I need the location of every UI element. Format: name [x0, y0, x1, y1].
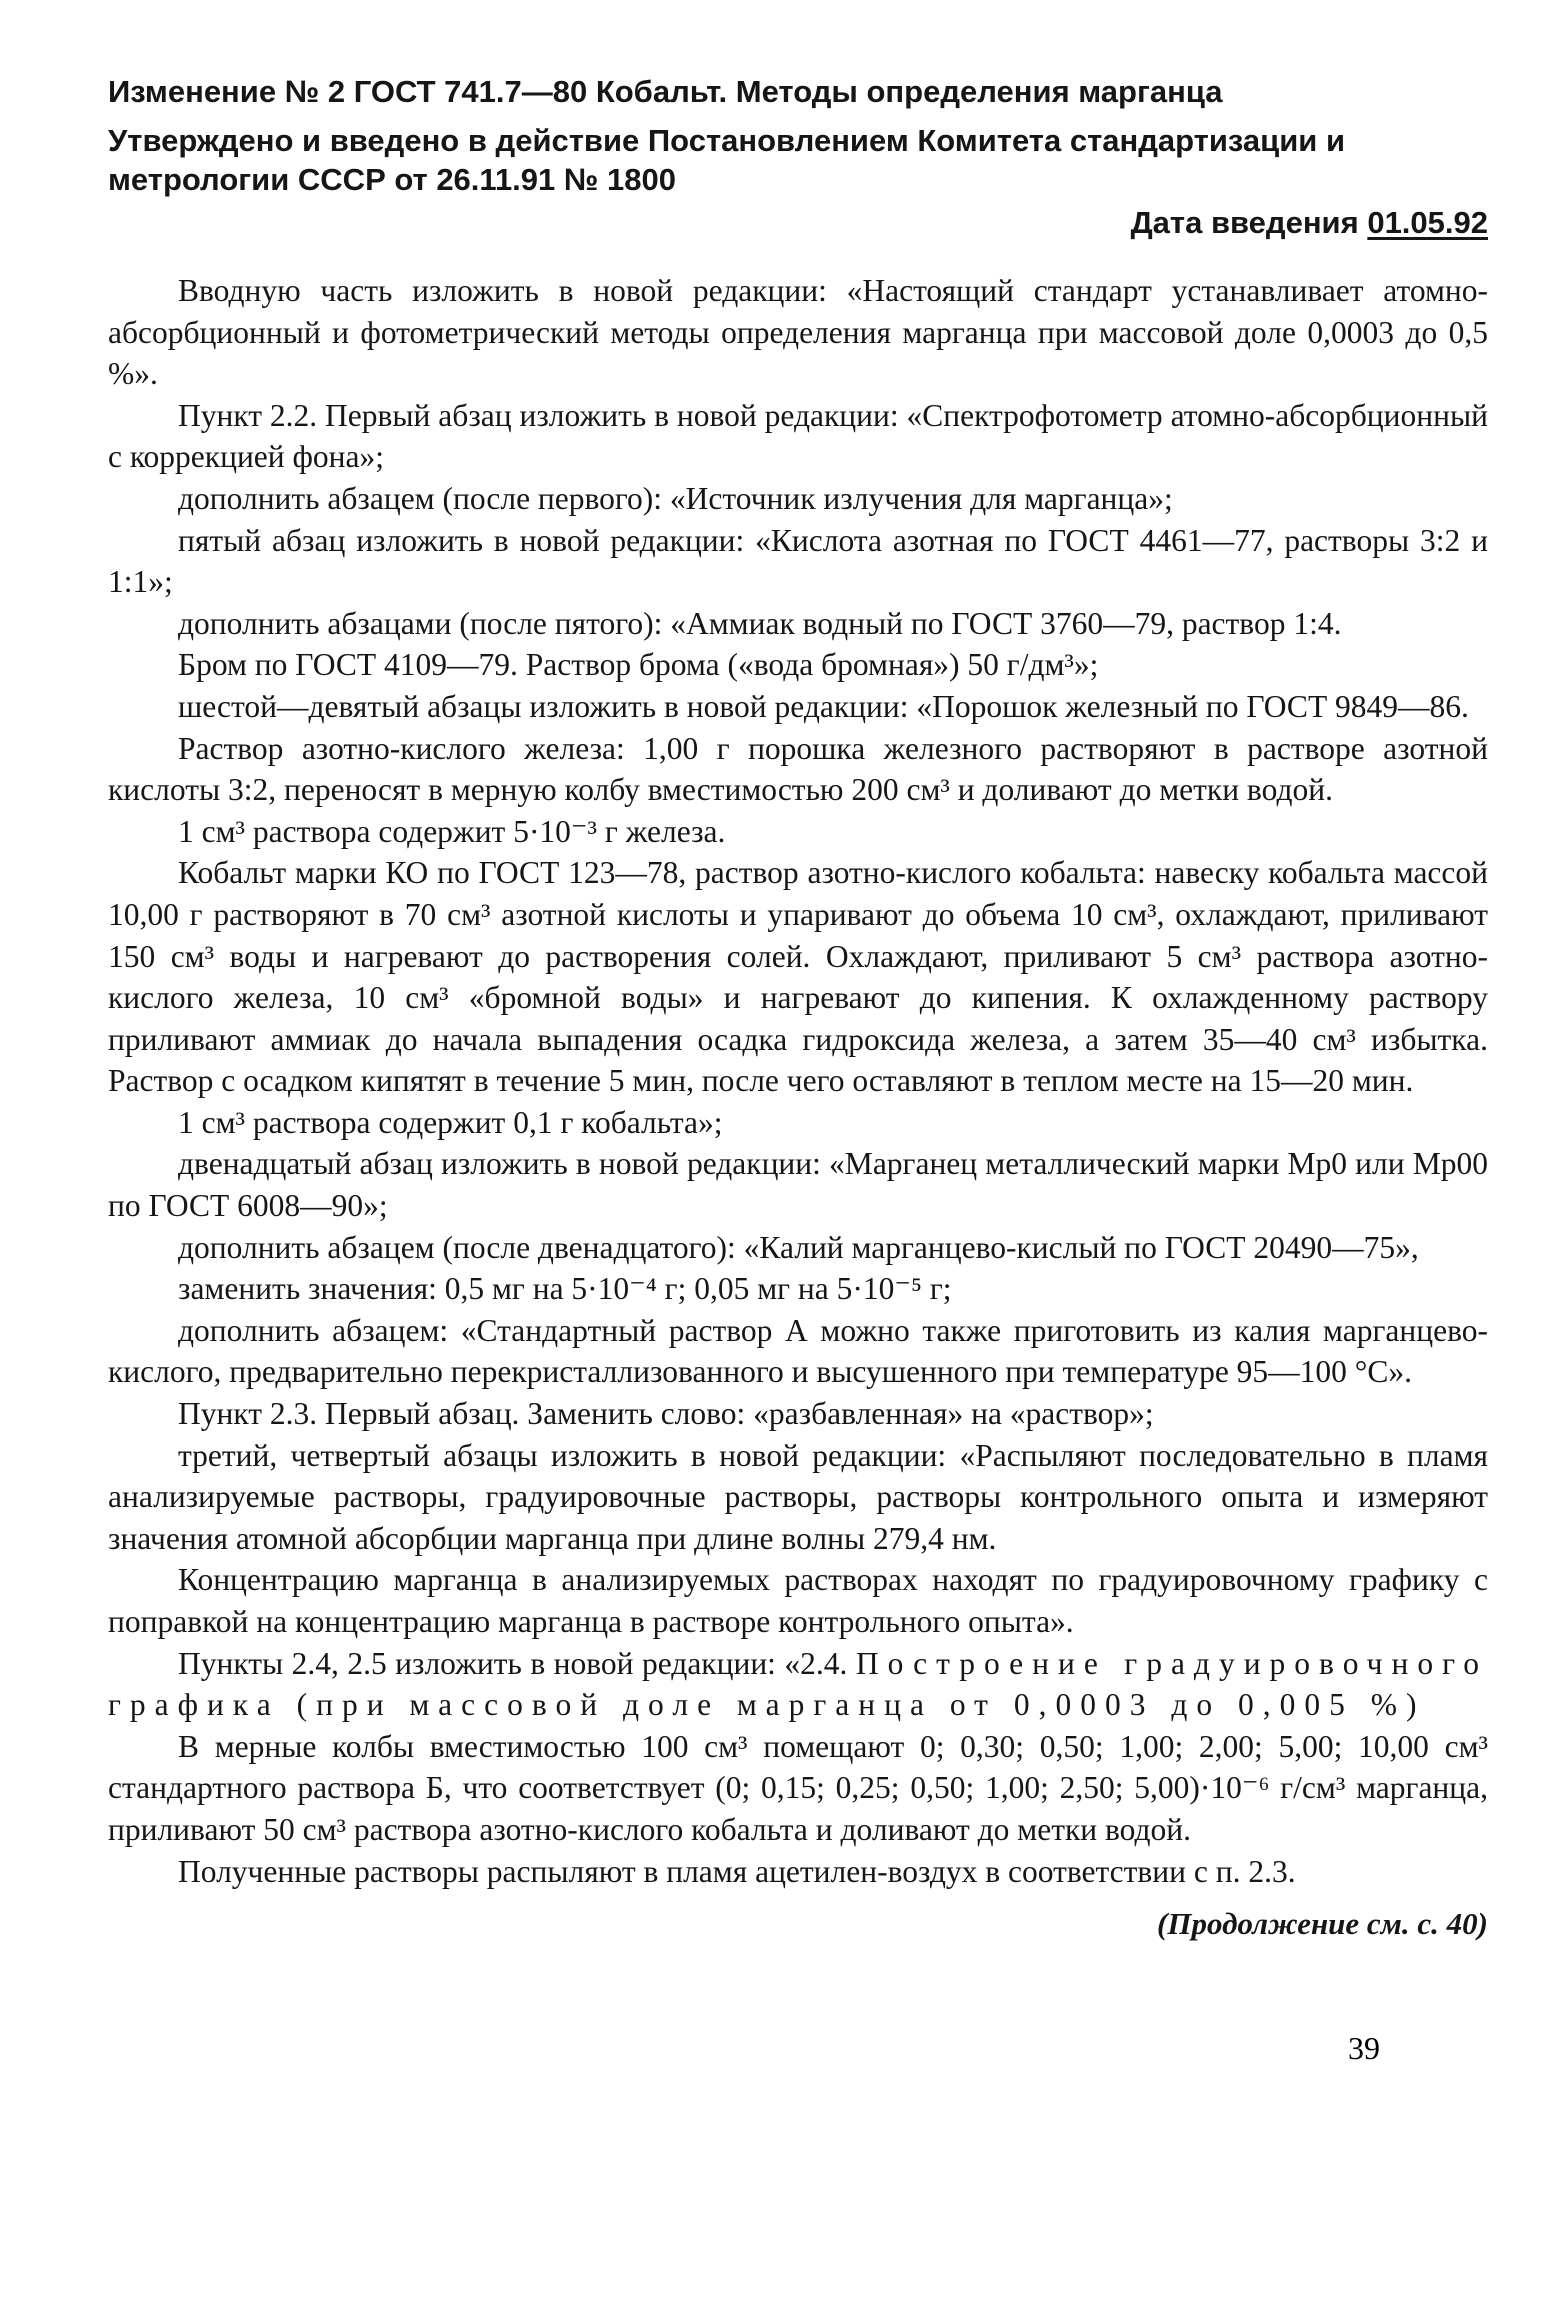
paragraph: 1 см³ раствора содержит 0,1 г кобальта»; [178, 1104, 723, 1140]
effective-date [108, 203, 1488, 242]
date-label: Дата введения [1130, 205, 1359, 240]
paragraph: Раствор азотно-кислого железа: 1,00 г порошка железного растворяют в растворе азотной кислоты 3:2, переносят в мерную колбу вместимостью 200 см³ и доливают до метки водой. [108, 730, 1488, 808]
paragraph: третий, четвертый абзацы изложить в новой редакции: «Распыляют последовательно в пламя анализируемые растворы, градуировочные растворы, растворы контрольного опыта и измеряют значения атомной абсорбции марганца при длине волны 279,4 нм. [108, 1437, 1488, 1556]
paragraph: Бром по ГОСТ 4109—79. Раствор брома («вода бромная») 50 г/дм³»; [178, 647, 1099, 683]
paragraph: Пункт 2.3. Первый абзац. Заменить слово: «разбавленная» на «раствор»; [178, 1396, 1154, 1432]
document-body [108, 270, 1488, 1892]
continuation-note: (Продолжение см. с. 40) [1157, 1906, 1488, 1942]
paragraph: дополнить абзацем (после двенадцатого): «Калий марганцево-кислый по ГОСТ 20490—75», [178, 1229, 1419, 1265]
paragraph-section-2-4 [108, 1643, 1488, 1726]
paragraph: шестой—девятый абзацы изложить в новой редакции: «Порошок железный по ГОСТ 9849—86. [178, 688, 1469, 724]
paragraph: дополнить абзацами (после пятого): «Аммиак водный по ГОСТ 3760—79, раствор 1:4. [178, 605, 1342, 641]
paragraph: заменить значения: 0,5 мг на 5·10⁻⁴ г; 0,05 мг на 5·10⁻⁵ г; [178, 1271, 952, 1307]
page-number: 39 [1348, 2030, 1380, 2066]
paragraph: 1 см³ раствора содержит 5·10⁻³ г железа. [178, 813, 726, 849]
document-page [108, 72, 1488, 1942]
section-lead: Пункты 2.4, 2.5 изложить в новой редакции: «2.4. [178, 1645, 856, 1681]
paragraph: Концентрацию марганца в анализируемых растворах находят по градуировочному графику с поправкой на концентрацию марганца в растворе контрольного опыта». [108, 1562, 1488, 1639]
section-heading-spaced: Построение градуировочного графика (при массовой доле марганца от 0,0003 до 0,005 %) [108, 1645, 1488, 1723]
paragraph: дополнить абзацем: «Стандартный раствор А можно также приготовить из калия марганцево-кислого, предварительно перекристаллизованного и высушенного при температуре 95—100 °С». [108, 1312, 1488, 1390]
paragraph: двенадцатый абзац изложить в новой редакции: «Марганец металлический марки Мр0 или Мр00 по ГОСТ 6008—90»; [108, 1146, 1488, 1224]
paragraph: дополнить абзацем (после первого): «Источник излучения для марганца»; [178, 480, 1173, 516]
document-title: Изменение № 2 ГОСТ 741.7—80 Кобальт. Методы определения марганца [108, 74, 1223, 109]
date-value: 01.05.92 [1367, 205, 1488, 240]
paragraph: Кобальт марки КО по ГОСТ 123—78, раствор азотно-кислого кобальта: навеску кобальта массой 10,00 г растворяют в 70 см³ азотной кислоты и упаривают до объема 10 см³, охлаждают, приливают 150 см³ воды и нагревают до растворения солей. Охлаждают, приливают 5 см³ раствора азотно-кислого железа, 10 см³ «бромной воды» и нагревают до кипения. К охлажденному раствору приливают аммиак до начала выпадения осадка гидроксида железа, а затем 35—40 см³ избытка. Раствор с осадком кипятят в течение 5 мин, после чего оставляют в теплом месте на 15—20 мин. [108, 855, 1488, 1099]
approval-line: Утверждено и введено в действие Постановлением Комитета стандартизации и метрологии СССР от 26.11.91 № 1800 [108, 123, 1346, 197]
paragraph: В мерные колбы вместимостью 100 см³ помещают 0; 0,30; 0,50; 1,00; 2,00; 5,00; 10,00 см³ стандартного раствора Б, что соответствует (0; 0,15; 0,25; 0,50; 1,00; 2,50; 5,00)·10⁻⁶ г/см³ марганца, приливают 50 см³ раствора азотно-кислого кобальта и доливают до метки водой. [108, 1728, 1488, 1847]
paragraph: пятый абзац изложить в новой редакции: «Кислота азотная по ГОСТ 4461—77, растворы 3:2 и 1:1»; [108, 522, 1488, 600]
paragraph: Пункт 2.2. Первый абзац изложить в новой редакции: «Спектрофотометр атомно-абсорбционный с коррекцией фона»; [108, 397, 1488, 475]
paragraph: Вводную часть изложить в новой редакции: «Настоящий стандарт устанавливает атомно-абсорбционный и фотометрический методы определения марганца при массовой доле 0,0003 до 0,5 %». [108, 273, 1488, 392]
paragraph: Полученные растворы распыляют в пламя ацетилен-воздух в соответствии с п. 2.3. [178, 1853, 1296, 1889]
